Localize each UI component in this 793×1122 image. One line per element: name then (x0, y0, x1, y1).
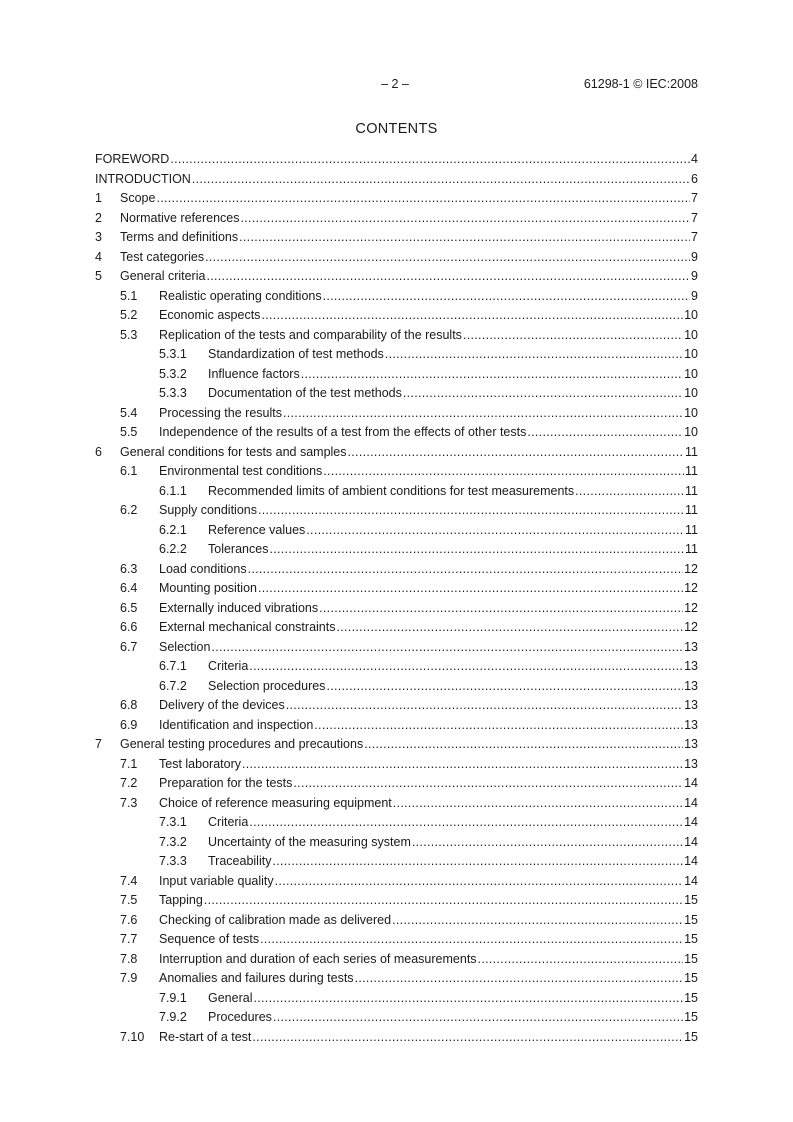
toc-entry[interactable] (95, 579, 698, 599)
toc-entry-number: 6.7.1 (159, 659, 187, 673)
toc-entry-page: 14 (684, 873, 698, 888)
dot-leader (283, 404, 683, 424)
dot-leader (260, 930, 683, 950)
toc-entry-page: 14 (684, 815, 698, 829)
toc-entry-number: 5.3.3 (159, 386, 187, 400)
toc-entry[interactable] (95, 287, 698, 307)
dot-leader (527, 423, 683, 443)
dot-leader (239, 228, 690, 248)
dot-leader (306, 521, 684, 541)
toc-entry-page: 11 (685, 503, 698, 517)
toc-entry-number: 7.4 (120, 873, 138, 888)
toc-entry[interactable] (95, 384, 698, 404)
toc-entry-number: 7.3.3 (159, 854, 187, 868)
toc-entry-title: Realistic operating conditions (159, 288, 322, 303)
toc-entry[interactable] (95, 462, 698, 482)
toc-entry[interactable] (95, 950, 698, 970)
dot-leader (275, 872, 683, 892)
toc-entry[interactable] (95, 326, 698, 346)
toc-entry-title: Criteria (208, 659, 249, 673)
dot-leader (348, 443, 685, 463)
toc-entry-page: 13 (684, 756, 698, 771)
toc-entry-number: 6.8 (120, 698, 138, 712)
toc-entry[interactable] (95, 365, 698, 385)
dot-leader (364, 735, 683, 755)
toc-entry-number: 7.2 (120, 776, 138, 790)
toc-entry[interactable] (95, 209, 698, 229)
toc-entry-page: 9 (691, 288, 698, 303)
toc-entry-page: 10 (684, 386, 698, 400)
toc-entry-title: Tolerances (208, 542, 269, 556)
dot-leader (314, 716, 683, 736)
toc-entry[interactable] (95, 540, 698, 560)
toc-entry-title: Selection procedures (208, 678, 326, 693)
toc-entry-page: 10 (684, 327, 698, 342)
toc-entry-title: Sequence of tests (159, 932, 260, 946)
toc-entry-number: 6.3 (120, 561, 138, 576)
toc-entry-title: Traceability (208, 854, 272, 868)
toc-entry-page: 13 (684, 659, 698, 673)
toc-entry[interactable] (95, 423, 698, 443)
dot-leader (403, 384, 683, 404)
toc-entry-number: 7.3 (120, 795, 138, 810)
toc-entry-number: 7.1 (120, 756, 138, 771)
toc-entry-page: 10 (684, 347, 698, 361)
toc-entry-number: 5.3.2 (159, 366, 187, 381)
toc-entry[interactable] (95, 755, 698, 775)
toc-entry-page: 12 (684, 561, 698, 576)
dot-leader (192, 170, 690, 190)
toc-entry-title: Test categories (120, 249, 205, 264)
toc-entry-number: 4 (95, 249, 102, 264)
toc-entry[interactable] (95, 228, 698, 248)
toc-entry-number: 7 (95, 737, 102, 751)
dot-leader (156, 189, 690, 209)
toc-entry-number: 7.5 (120, 893, 138, 907)
dot-leader (204, 891, 683, 911)
toc-entry-title: INTRODUCTION (95, 171, 191, 186)
toc-entry-number: 6.2 (120, 503, 138, 517)
toc-entry[interactable] (95, 521, 698, 541)
toc-entry-title: Identification and inspection (159, 717, 314, 732)
toc-entry-title: Terms and definitions (120, 230, 239, 244)
dot-leader (249, 657, 683, 677)
toc-entry-page: 13 (684, 639, 698, 654)
dot-leader (412, 833, 683, 853)
dot-leader (293, 774, 683, 794)
toc-entry[interactable] (95, 852, 698, 872)
toc-entry-number: 5.3 (120, 327, 138, 342)
dot-leader (336, 618, 683, 638)
toc-entry-number: 6.7.2 (159, 678, 187, 693)
toc-entry-title: Reference values (208, 522, 306, 537)
toc-entry[interactable] (95, 189, 698, 209)
toc-entry-page: 11 (685, 464, 698, 478)
toc-entry-page: 12 (684, 620, 698, 634)
dot-leader (269, 540, 684, 560)
dot-leader (286, 696, 683, 716)
toc-entry-page: 15 (684, 912, 698, 927)
toc-entry[interactable] (95, 170, 698, 190)
dot-leader (463, 326, 683, 346)
dot-leader (575, 482, 684, 502)
toc-entry[interactable] (95, 677, 698, 697)
toc-entry[interactable] (95, 482, 698, 502)
toc-entry[interactable] (95, 443, 698, 463)
toc-entry-title: Choice of reference measuring equipment (159, 795, 392, 810)
toc-entry[interactable] (95, 735, 698, 755)
document-reference: 61298-1 © IEC:2008 (583, 77, 698, 91)
toc-entry[interactable] (95, 306, 698, 326)
dot-leader (248, 560, 684, 580)
toc-entry-number: 7.3.1 (159, 815, 187, 829)
toc-entry-title: Documentation of the test methods (208, 386, 402, 400)
toc-entry-title: Externally induced vibrations (159, 600, 319, 615)
page-number: – 2 – (381, 77, 409, 91)
dot-leader (323, 462, 684, 482)
toc-entry[interactable] (95, 501, 698, 521)
toc-entry-page: 15 (684, 932, 698, 946)
toc-entry-title: Re-start of a test (159, 1029, 252, 1044)
toc-entry-title: General conditions for tests and samples (120, 444, 347, 459)
dot-leader (211, 638, 683, 658)
toc-entry-page: 10 (684, 405, 698, 420)
dot-leader (323, 287, 690, 307)
dot-leader (355, 969, 684, 989)
toc-entry-title: Preparation for the tests (159, 776, 293, 790)
toc-entry-page: 10 (684, 366, 698, 381)
toc-entry-page: 11 (685, 444, 698, 459)
dot-leader (253, 989, 683, 1009)
toc-entry-title: External mechanical constraints (159, 620, 336, 634)
toc-entry-page: 11 (685, 522, 698, 537)
toc-entry-number: 3 (95, 230, 102, 244)
toc-entry-page: 15 (684, 1029, 698, 1044)
toc-entry[interactable] (95, 638, 698, 658)
table-of-contents (95, 150, 698, 1047)
toc-entry-page: 13 (684, 698, 698, 712)
toc-entry-page: 14 (684, 854, 698, 868)
toc-entry-number: 5.3.1 (159, 347, 187, 361)
toc-entry-title: Test laboratory (159, 756, 241, 771)
dot-leader (393, 794, 683, 814)
toc-entry-title: Mounting position (159, 581, 257, 595)
contents-title: CONTENTS (355, 121, 438, 137)
toc-entry-title: Supply conditions (159, 503, 257, 517)
toc-entry-title: General (208, 990, 253, 1005)
toc-entry[interactable] (95, 911, 698, 931)
toc-entry-number: 6.4 (120, 581, 138, 595)
toc-entry[interactable] (95, 696, 698, 716)
toc-entry-number: 6.9 (120, 717, 138, 732)
toc-entry-title: Scope (120, 191, 156, 205)
toc-entry-number: 5.2 (120, 308, 138, 322)
toc-entry-page: 14 (684, 834, 698, 849)
dot-leader (258, 579, 683, 599)
toc-entry-page: 7 (691, 210, 698, 225)
toc-entry-number: 5 (95, 269, 102, 283)
toc-entry-number: 6.5 (120, 600, 138, 615)
toc-entry-title: General testing procedures and precautions (120, 737, 364, 751)
dot-leader (272, 852, 683, 872)
toc-entry-page: 12 (684, 581, 698, 595)
toc-entry-number: 6.7 (120, 639, 138, 654)
toc-entry-title: FOREWORD (95, 152, 170, 166)
toc-entry[interactable] (95, 813, 698, 833)
toc-entry-number: 6 (95, 444, 102, 459)
toc-entry[interactable] (95, 872, 698, 892)
toc-entry[interactable] (95, 891, 698, 911)
toc-entry-title: Normative references (120, 210, 240, 225)
toc-entry-number: 5.1 (120, 288, 138, 303)
toc-entry-number: 7.8 (120, 951, 138, 966)
toc-entry-title: Input variable quality (159, 873, 274, 888)
toc-entry-title: Environmental test conditions (159, 464, 323, 478)
toc-entry[interactable] (95, 618, 698, 638)
toc-entry-page: 6 (691, 171, 698, 186)
toc-entry-number: 7.7 (120, 932, 138, 946)
dot-leader (392, 911, 683, 931)
toc-entry-page: 13 (684, 717, 698, 732)
toc-entry-number: 6.2.1 (159, 522, 187, 537)
toc-entry-number: 7.9.1 (159, 990, 187, 1005)
toc-entry-title: Procedures (208, 1010, 272, 1024)
toc-entry[interactable] (95, 989, 698, 1009)
dot-leader (241, 209, 691, 229)
toc-entry-title: Economic aspects (159, 308, 261, 322)
toc-entry-number: 7.9.2 (159, 1010, 187, 1024)
toc-entry-title: Interruption and duration of each series of measurements (159, 951, 477, 966)
toc-entry-page: 7 (691, 191, 698, 205)
toc-entry[interactable] (95, 774, 698, 794)
toc-entry-page: 4 (691, 152, 698, 166)
toc-entry-title: Anomalies and failures during tests (159, 971, 354, 985)
toc-entry[interactable] (95, 1008, 698, 1028)
toc-entry[interactable] (95, 794, 698, 814)
toc-entry[interactable] (95, 150, 698, 170)
toc-entry-page: 14 (684, 776, 698, 790)
toc-entry[interactable] (95, 969, 698, 989)
toc-entry-page: 12 (684, 600, 698, 615)
toc-entry-number: 7.10 (120, 1029, 145, 1044)
toc-entry-number: 6.1 (120, 464, 138, 478)
toc-entry-page: 9 (691, 269, 698, 283)
toc-entry-page: 7 (691, 230, 698, 244)
dot-leader (242, 755, 683, 775)
toc-entry-page: 11 (685, 542, 698, 556)
toc-entry-title: Load conditions (159, 561, 247, 576)
toc-entry[interactable] (95, 248, 698, 268)
toc-entry[interactable] (95, 267, 698, 287)
toc-entry-title: Influence factors (208, 366, 300, 381)
toc-entry-page: 11 (685, 483, 698, 498)
dot-leader (258, 501, 684, 521)
toc-entry-title: Checking of calibration made as delivered (159, 912, 392, 927)
toc-entry-page: 15 (684, 893, 698, 907)
dot-leader (205, 248, 690, 268)
toc-entry-number: 1 (95, 191, 102, 205)
toc-entry[interactable] (95, 560, 698, 580)
toc-entry-number: 5.5 (120, 425, 138, 439)
dot-leader (301, 365, 683, 385)
toc-entry-title: Standardization of test methods (208, 347, 384, 361)
toc-entry-page: 15 (684, 990, 698, 1005)
toc-entry-page: 15 (684, 1010, 698, 1024)
toc-entry-number: 7.3.2 (159, 834, 187, 849)
toc-entry-page: 13 (684, 737, 698, 751)
toc-entry[interactable] (95, 1028, 698, 1048)
toc-entry[interactable] (95, 716, 698, 736)
toc-entry-page: 15 (684, 971, 698, 985)
toc-entry-title: Processing the results (159, 405, 282, 420)
toc-entry-title: Independence of the results of a test from the effects of other tests (159, 425, 527, 439)
toc-entry-number: 6.1.1 (159, 483, 187, 498)
toc-entry-number: 7.9 (120, 971, 138, 985)
dot-leader (261, 306, 683, 326)
toc-entry-number: 2 (95, 210, 102, 225)
toc-entry-page: 14 (684, 795, 698, 810)
toc-entry-page: 9 (691, 249, 698, 264)
toc-entry-page: 15 (684, 951, 698, 966)
dot-leader (478, 950, 684, 970)
toc-entry-title: Selection (159, 639, 211, 654)
dot-leader (385, 345, 683, 365)
toc-entry-title: Uncertainty of the measuring system (208, 834, 411, 849)
dot-leader (170, 150, 690, 170)
toc-entry[interactable] (95, 404, 698, 424)
toc-entry-page: 10 (684, 425, 698, 439)
dot-leader (206, 267, 690, 287)
toc-entry-title: Tapping (159, 893, 203, 907)
toc-entry[interactable] (95, 833, 698, 853)
toc-entry[interactable] (95, 345, 698, 365)
dot-leader (252, 1028, 683, 1048)
toc-entry-page: 13 (684, 678, 698, 693)
toc-entry-title: Replication of the tests and comparability of the results (159, 327, 462, 342)
toc-entry-number: 6.2.2 (159, 542, 187, 556)
toc-entry-number: 7.6 (120, 912, 138, 927)
dot-leader (326, 677, 683, 697)
dot-leader (319, 599, 683, 619)
toc-entry[interactable] (95, 599, 698, 619)
toc-entry[interactable] (95, 930, 698, 950)
toc-entry-title: Delivery of the devices (159, 698, 285, 712)
toc-entry-page: 10 (684, 308, 698, 322)
toc-entry-title: Recommended limits of ambient conditions for test measurements (208, 483, 575, 498)
toc-entry-number: 5.4 (120, 405, 138, 420)
toc-entry[interactable] (95, 657, 698, 677)
toc-entry-title: General criteria (120, 269, 206, 283)
dot-leader (273, 1008, 683, 1028)
dot-leader (249, 813, 683, 833)
toc-entry-title: Criteria (208, 815, 249, 829)
toc-entry-number: 6.6 (120, 620, 138, 634)
